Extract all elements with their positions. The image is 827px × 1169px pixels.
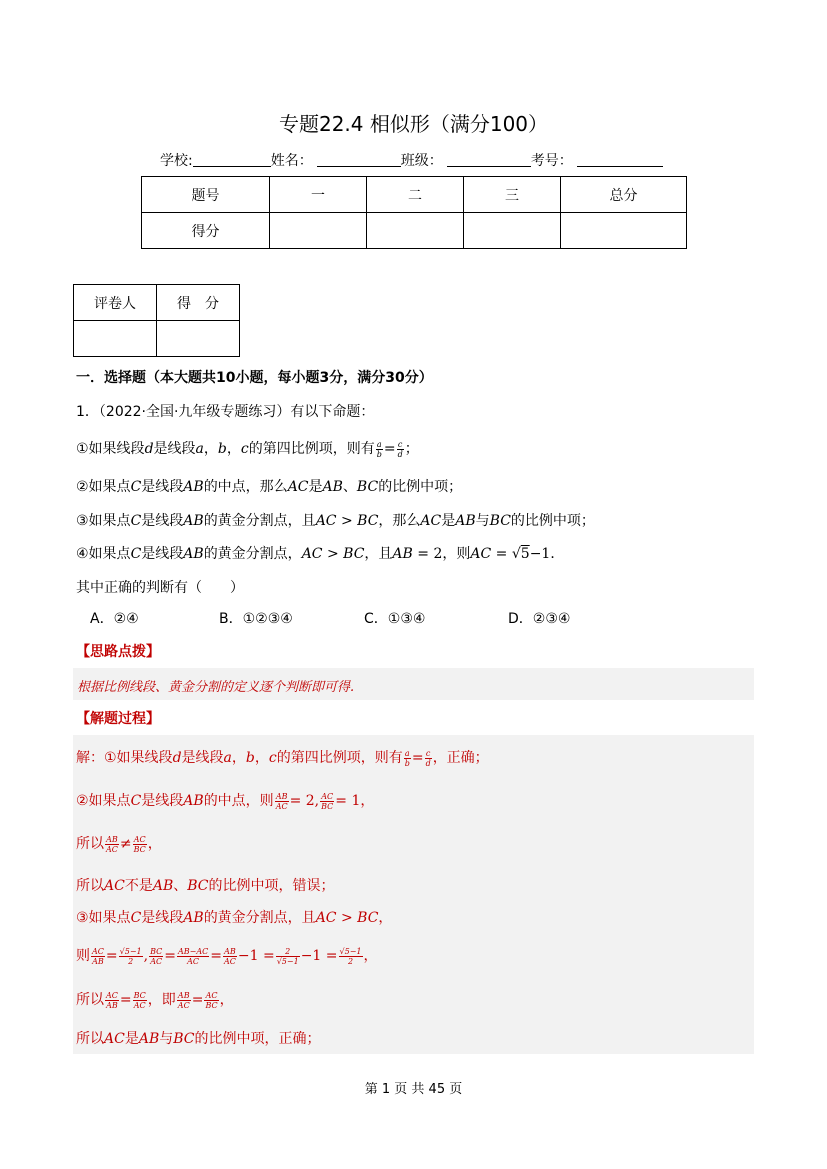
text-span: 是线段 — [141, 479, 184, 495]
grader-cell[interactable] — [157, 321, 240, 357]
grader-header-cell: 评卷人 — [74, 285, 157, 321]
text-span: 所以 — [76, 836, 104, 852]
text-span: 是线段 — [141, 513, 184, 529]
text-span: 的第四比例项，则有 — [248, 441, 375, 457]
solution-line-5: ③如果点C是线段AB的黄金分割点，且AC > BC， — [76, 910, 393, 926]
proposition-4: ④如果点C是线段AB的黄金分割点，AC > BC，且AB = 2，则AC = √5−1． — [76, 546, 565, 562]
solution-line-8: 所以AC是AB与BC的比例中项，正确； — [76, 1031, 321, 1047]
grader-header-cell: 得 分 — [157, 285, 240, 321]
grader-row — [74, 321, 240, 357]
class-blank[interactable] — [447, 152, 531, 167]
score-header-cell: 总分 — [561, 177, 687, 213]
text-span: ③如果点 — [76, 513, 131, 529]
score-table-header-row — [142, 177, 687, 213]
option-a[interactable]: A．②④ — [90, 611, 139, 627]
class-label: 班级： — [400, 153, 443, 169]
text-span: 与 — [159, 1031, 174, 1047]
solution-line-1: 解：①如果线段d是线段a，b，c的第四比例项，则有 $\frac{a}{b}$ = $\frac{c}{d}$ ，正确； — [76, 748, 489, 768]
text-span: 的黄金分割点， — [203, 546, 302, 562]
solution-line-3: 所以 $\frac{AB}{AC}$ ≠ $\frac{AC}{BC}$ ， — [76, 834, 162, 854]
text-span: ，则 — [442, 546, 471, 562]
score-header-cell: 三 — [464, 177, 561, 213]
text-span: ①如果线段 — [76, 441, 145, 457]
text-span: 的中点，那么 — [203, 479, 288, 495]
score-cell[interactable] — [270, 213, 367, 249]
name-label: 姓名： — [270, 153, 313, 169]
question-stem: 1．（2022·全国·九年级专题练习）有以下命题： — [76, 404, 375, 420]
text-span: ，且 — [364, 546, 393, 562]
text-span: 是线段 — [141, 546, 184, 562]
text-span: 的比例中项，正确； — [194, 1031, 321, 1047]
grader-table — [73, 284, 240, 357]
text-span: 解：①如果线段 — [76, 750, 173, 766]
number-label: 考号： — [530, 153, 573, 169]
text-span: 与 — [475, 513, 490, 529]
text-span: 是 — [308, 479, 323, 495]
option-d[interactable]: D．②③④ — [508, 611, 571, 627]
score-table-row — [142, 213, 687, 249]
solution-line-2: ②如果点C是线段AB的中点，则 $\frac{AB}{AC}$ = 2, $\frac{AC}{BC}$ = 1， — [76, 791, 375, 811]
text-span: 是线段 — [153, 441, 196, 457]
text-span: 的黄金分割点，且 — [203, 910, 316, 926]
score-row-label: 得分 — [142, 213, 270, 249]
text-span: ，正确； — [432, 750, 489, 766]
process-label: 【解题过程】 — [76, 711, 160, 727]
text-span: 则 — [76, 948, 90, 964]
option-c[interactable]: C．①③④ — [364, 611, 426, 627]
student-info-line — [160, 150, 663, 170]
text-span: 的中点，则 — [203, 793, 274, 809]
text-span: 所以 — [76, 992, 104, 1008]
school-label: 学校: — [160, 153, 193, 169]
text-span: 所以 — [76, 1031, 104, 1047]
score-cell[interactable] — [464, 213, 561, 249]
text-span: 是线段 — [141, 910, 184, 926]
text-span: 的比例中项； — [510, 513, 595, 529]
section-heading: 一．选择题（本大题共10小题，每小题3分，满分30分） — [76, 370, 433, 386]
text-span: ③如果点 — [76, 910, 131, 926]
text-span: ②如果点 — [76, 479, 131, 495]
page-title: 专题22.4 相似形（满分100） — [278, 112, 549, 136]
score-header-cell: 二 — [367, 177, 464, 213]
text-span: 的比例中项； — [378, 479, 463, 495]
score-table — [141, 176, 687, 249]
school-blank[interactable] — [193, 152, 271, 167]
question-ask: 其中正确的判断有（ ） — [76, 580, 244, 596]
hint-box — [73, 668, 754, 700]
text-span: 的黄金分割点，且 — [203, 513, 316, 529]
text-span: ②如果点 — [76, 793, 131, 809]
text-span: 的比例中项，错误； — [208, 878, 335, 894]
text-span: 是 — [124, 1031, 139, 1047]
proposition-3: ③如果点C是线段AB的黄金分割点，且AC > BC，那么AC是AB与BC的比例中项； — [76, 513, 595, 529]
grader-header-row — [74, 285, 240, 321]
number-blank[interactable] — [577, 152, 663, 167]
page-footer: 第 1 页 共 45 页 — [364, 1082, 463, 1097]
text-span: 是线段 — [141, 793, 184, 809]
text-span: ，即 — [147, 992, 176, 1008]
score-cell[interactable] — [367, 213, 464, 249]
text-span: 所以 — [76, 878, 104, 894]
text-span: 是线段 — [181, 750, 224, 766]
proposition-2: ②如果点C是线段AB的中点，那么AC是AB、BC的比例中项； — [76, 479, 463, 495]
hint-label: 【思路点拨】 — [76, 644, 160, 660]
option-b[interactable]: B．①②③④ — [219, 611, 293, 627]
solution-line-7: 所以 $\frac{AC}{AB}$ = $\frac{BC}{AC}$ ，即 $\frac{AB}{AC}$ = $\frac{AC}{BC}$ ， — [76, 990, 234, 1010]
solution-line-4: 所以AC不是AB、BC的比例中项，错误； — [76, 878, 335, 894]
text-span: 的第四比例项，则有 — [276, 750, 403, 766]
score-cell[interactable] — [561, 213, 687, 249]
score-header-cell: 题号 — [142, 177, 270, 213]
solution-box — [73, 735, 754, 1054]
solution-line-6: 则 $\frac{AC}{AB}$ = $\frac{√5-1}{2}$ , $\frac{BC}{AC}$ = $\frac{AB-AC}{AC}$ = $\frac{AB}{AC}$ −1 = $\frac{2}{√5-1}$ −1 = $\frac{√5-1}{2}$ ， — [76, 946, 378, 966]
text-span: ④如果点 — [76, 546, 131, 562]
proposition-1: ①如果线段d是线段a，b，c的第四比例项，则有 $\frac{a}{b}$ = $\frac{c}{d}$ ； — [76, 439, 419, 459]
text-span: 是 — [441, 513, 456, 529]
score-header-cell: 一 — [270, 177, 367, 213]
text-span: 不是 — [124, 878, 153, 894]
hint-text: 根据比例线段、黄金分割的定义逐个判断即可得. — [77, 680, 355, 695]
name-blank[interactable] — [317, 152, 401, 167]
grader-cell[interactable] — [74, 321, 157, 357]
text-span: ，那么 — [378, 513, 421, 529]
